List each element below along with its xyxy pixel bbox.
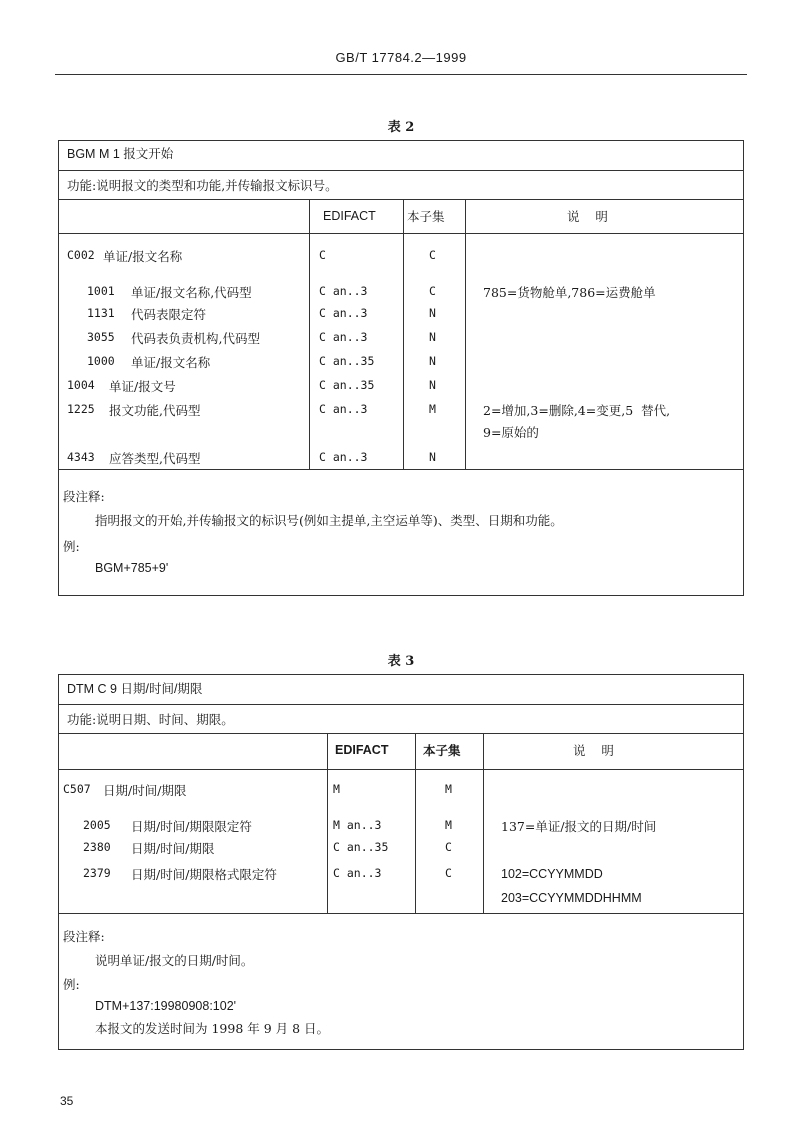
table-row-edifact: M an..3 [333, 818, 382, 832]
table3-function: 功能:说明日期、时间、期限。 [67, 712, 234, 727]
table-row-name: 日期/时间/期限限定符 [131, 819, 252, 834]
table-row-name: 日期/时间/期限 [103, 783, 187, 798]
table3-example-label: 例: [63, 977, 80, 992]
table-row-edifact: C an..3 [319, 330, 368, 344]
table3-header-note: 说 明 [573, 743, 614, 758]
table-row-edifact: C an..35 [333, 840, 389, 854]
table2 [58, 140, 744, 596]
table-row-tag: C002 [67, 248, 95, 262]
table-row-tag: 1000 [87, 354, 115, 368]
table3-caption: 表 3 [387, 654, 415, 669]
table3-header-edifact: EDIFACT [335, 743, 389, 757]
table-row-tag: 2379 [83, 866, 111, 880]
table3-example-note: 本报文的发送时间为 1998 年 9 月 8 日。 [95, 1021, 330, 1036]
table-row-tag: 2005 [83, 818, 111, 832]
table-row-name: 单证/报文号 [109, 379, 176, 394]
table-row-subset: C [429, 284, 436, 298]
table-row-subset: M [445, 818, 452, 832]
table-row-subset: N [429, 306, 436, 320]
table-row-name: 应答类型,代码型 [109, 451, 201, 466]
table-row-tag: C507 [63, 782, 91, 796]
page-number: 35 [60, 1094, 74, 1108]
table-row-name: 代码表限定符 [131, 307, 207, 322]
table-row-name: 单证/报文名称 [103, 249, 183, 264]
table3-header-subset: 本子集 [423, 743, 461, 758]
table2-example-label: 例: [63, 539, 80, 554]
table-row-tag: 1131 [87, 306, 115, 320]
table-row-note: 203=CCYYMMDDHHMM [501, 891, 642, 905]
table-row-tag: 2380 [83, 840, 111, 854]
table2-function: 功能:说明报文的类型和功能,并传输报文标识号。 [67, 178, 338, 193]
table-row-subset: N [429, 378, 436, 392]
table-row-subset: N [429, 330, 436, 344]
table-row-subset: C [445, 866, 452, 880]
table-row-subset: M [429, 402, 436, 416]
table-row-note: 137=单证/报文的日期/时间 [501, 819, 657, 834]
table-row-tag: 3055 [87, 330, 115, 344]
table-row-edifact: C an..3 [333, 866, 382, 880]
table-row-name: 日期/时间/期限格式限定符 [131, 867, 277, 882]
table-row-subset: C [429, 248, 436, 262]
table-row-note: 102=CCYYMMDD [501, 867, 603, 881]
table2-header-edifact: EDIFACT [323, 209, 376, 223]
table3-segment-title: DTM C 9 日期/时间/期限 [67, 682, 203, 696]
table-row-name: 单证/报文名称 [131, 355, 211, 370]
table2-example-text: BGM+785+9' [95, 561, 169, 575]
table-row-subset: C [445, 840, 452, 854]
table2-header-subset: 本子集 [407, 209, 445, 224]
table-row-edifact: C an..3 [319, 402, 368, 416]
table-row-note-cont: 9=原始的 [483, 425, 539, 440]
table-row-tag: 1001 [87, 284, 115, 298]
table-row-edifact: C an..3 [319, 284, 368, 298]
table-row-name: 代码表负责机构,代码型 [131, 331, 260, 346]
table-row-subset: N [429, 450, 436, 464]
table-row-edifact: C an..3 [319, 450, 368, 464]
table-row-note: 785=货物舱单,786=运费舱单 [483, 285, 656, 300]
table2-caption: 表 2 [387, 120, 415, 135]
table3-comment-text: 说明单证/报文的日期/时间。 [95, 953, 254, 968]
table-row-subset: M [445, 782, 452, 796]
table2-comment-label: 段注释: [63, 489, 105, 504]
table2-segment-title: BGM M 1 报文开始 [67, 147, 174, 161]
table-row-edifact: C an..3 [319, 306, 368, 320]
table-row-note: 2=增加,3=删除,4=变更,5 替代, [483, 403, 671, 418]
table-row-tag: 4343 [67, 450, 95, 464]
table3-comment-label: 段注释: [63, 929, 105, 944]
table-row-tag: 1004 [67, 378, 95, 392]
table-row-name: 日期/时间/期限 [131, 841, 215, 856]
table-row-edifact: M [333, 782, 340, 796]
table2-comment-text: 指明报文的开始,并传输报文的标识号(例如主提单,主空运单等)、类型、日期和功能。 [95, 513, 563, 528]
table3 [58, 674, 744, 1050]
document-header: GB/T 17784.2—1999 [335, 50, 467, 65]
table-row-name: 报文功能,代码型 [109, 403, 201, 418]
table2-header-note: 说 明 [567, 209, 608, 224]
table-row-edifact: C [319, 248, 326, 262]
table-row-subset: N [429, 354, 436, 368]
table-row-name: 单证/报文名称,代码型 [131, 285, 252, 300]
table-row-edifact: C an..35 [319, 378, 375, 392]
table-row-edifact: C an..35 [319, 354, 375, 368]
table3-example-text: DTM+137:19980908:102' [95, 999, 237, 1013]
table-row-tag: 1225 [67, 402, 95, 416]
header-rule [55, 74, 747, 75]
